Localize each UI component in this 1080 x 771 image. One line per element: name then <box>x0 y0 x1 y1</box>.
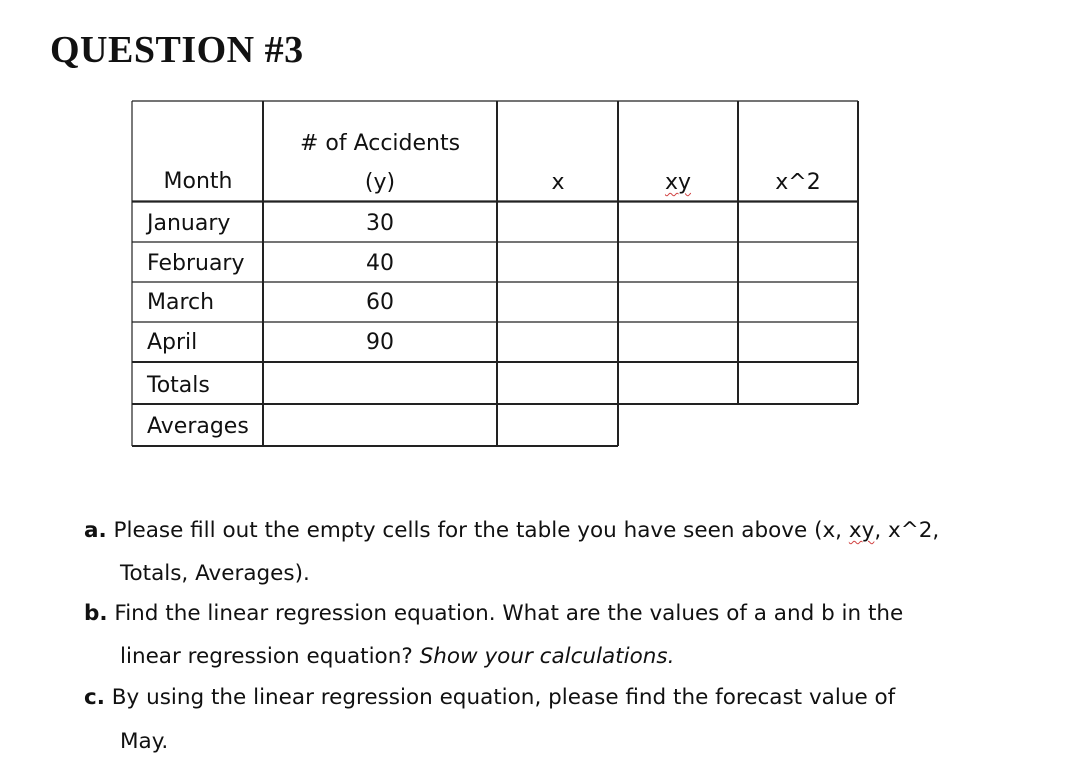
header-xy: xy <box>664 170 692 195</box>
header-x-squared: x^2 <box>775 170 821 195</box>
question-c-line1 <box>84 687 895 709</box>
header-accidents: # of Accidents <box>299 131 461 156</box>
row-y-january: 30 <box>366 211 394 236</box>
header-accidents-y: (y) <box>364 170 396 195</box>
question-b-marker: b. <box>84 601 108 626</box>
row-month-january: January <box>147 211 231 236</box>
question-a-text-xy: xy <box>848 518 875 543</box>
question-a-line1 <box>84 520 939 542</box>
row-y-april: 90 <box>366 330 394 355</box>
row-month-april: April <box>147 330 198 355</box>
header-x: x <box>551 170 565 195</box>
question-c-text: By using the linear regression equation, please find the forecast value of <box>111 685 896 710</box>
header-month: Month <box>163 169 233 194</box>
row-y-february: 40 <box>366 251 394 276</box>
question-b-text-line2: linear regression equation? <box>120 644 420 669</box>
row-month-march: March <box>147 290 215 315</box>
question-a-marker: a. <box>84 518 107 543</box>
question-b-line2 <box>120 646 674 668</box>
question-b-text: Find the linear regression equation. What are the values of a and b in the <box>114 601 904 626</box>
row-y-march: 60 <box>366 290 394 315</box>
question-c-marker: c. <box>84 685 105 710</box>
question-b-line1 <box>84 603 903 625</box>
question-c-line2: May. <box>120 729 169 754</box>
question-a-line2: Totals, Averages). <box>120 561 310 586</box>
question-title: QUESTION #3 <box>50 29 304 71</box>
row-month-february: February <box>147 251 245 276</box>
question-a-text-pre: Please fill out the empty cells for the table you have seen above (x, <box>113 518 849 543</box>
question-b-italic: Show your calculations. <box>419 644 675 669</box>
row-averages-label: Averages <box>147 414 249 439</box>
row-totals-label: Totals <box>147 373 210 398</box>
question-a-text-post: , x^2, <box>874 518 940 543</box>
